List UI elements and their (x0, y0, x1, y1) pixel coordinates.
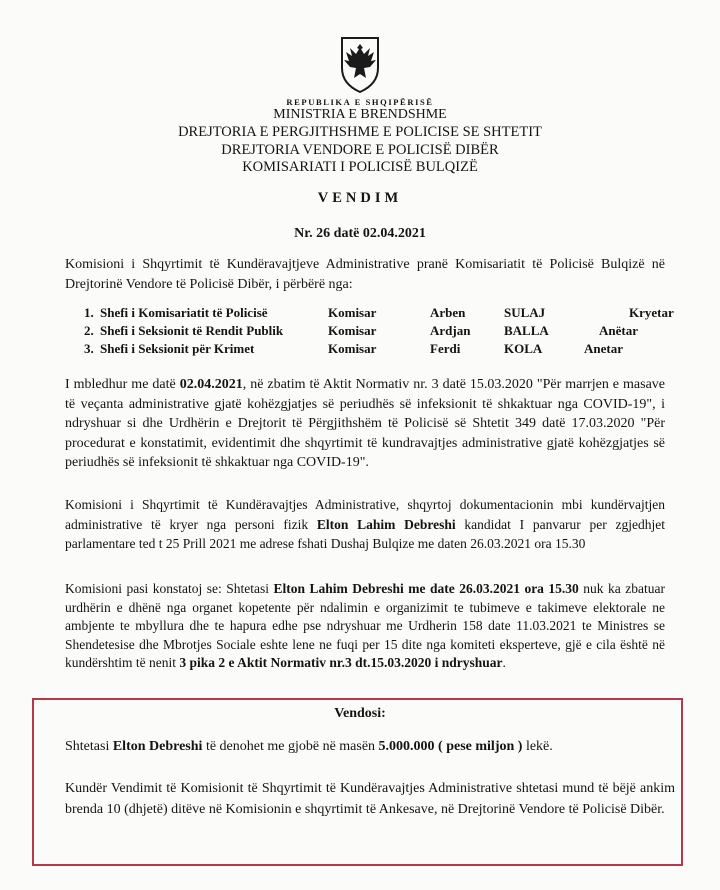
fine-amount: 5.000.000 ( pese miljon ) (378, 739, 523, 754)
commissariat-label: KOMISARIATI I POLICISË BULQIZË (242, 159, 478, 175)
member-first-name: Arben (430, 305, 466, 320)
member-number: 1. (84, 305, 94, 320)
finding-datetime: me date 26.03.2021 ora 15.30 (403, 581, 579, 596)
republic-label: REPUBLIKA E SHQIPËRISË (286, 97, 434, 107)
member-first-name: Ferdi (430, 341, 461, 356)
finding-text: Komisioni pasi konstatoj se: Shtetasi (65, 581, 274, 596)
finding-paragraph (65, 580, 665, 673)
member-last-name: SULAJ (504, 305, 546, 320)
member-title: Shefi i Komisariatit të Policisë (100, 305, 268, 320)
meeting-date: 02.04.2021 (179, 377, 243, 392)
finding-text: . (502, 655, 506, 670)
review-person-name: Elton Lahim Debreshi (316, 516, 456, 532)
intro-paragraph: Komisioni i Shqyrtimit të Kundëravajtjeve Administrative pranë Komisariatit të Policisë Bulqizë në Drejtorinë Vendore të Policisë Dibër, i përbërë nga: (65, 257, 665, 292)
member-title: Shefi i Seksionit për Krimet (100, 341, 255, 356)
member-title: Shefi i Seksionit të Rendit Publik (100, 323, 284, 338)
member-rank: Komisar (328, 323, 377, 338)
meeting-paragraph (65, 375, 665, 473)
member-rank: Komisar (328, 341, 377, 356)
member-row (84, 305, 684, 323)
albanian-eagle-emblem-icon (338, 34, 382, 94)
member-role: Anetar (584, 341, 623, 356)
member-role: Kryetar (629, 305, 674, 320)
review-text: kandidat I panvarur per zgjedhjet parlamentare ted t 25 Prill 2021 me adrese fshati Dushaj Bulqize me daten 26.03.2021 ora 15.30 (65, 516, 665, 551)
fine-text: lekë. (522, 739, 553, 754)
meeting-text: I mbledhur me datë (65, 377, 180, 392)
finding-text: nuk ka zbatuar urdhërin e dhënë nga organet kopetente për ndalimin e organizimit te tubimeve e takimeve elektorale ne ambjente te mbyllura dhe te hapura edhe pse ndryshuar me Urdherin 158 date 11.03.2021 te Ministres se Shendetesise dhe Mbrotjes Sociale eshte lene ne fuqi per 15 dite nga komiteti eksperteve, gjë e cila është në kundërshtim të nenit (65, 581, 666, 670)
fine-person-name: Elton Debreshi (112, 739, 203, 754)
meeting-text: , në zbatim të Aktit Normativ nr. 3 datë 15.03.2020 "Për marrjen e masave të veçanta administrative gjatë kohëzgjatjes së periudhës së infeksionit të shkaktuar nga COVID-19", i ndryshuar si dhe Urdhërin e Drejtorit të Përgjithshëm të Policisë së Shtetit 349 datë 17.03.2020 "Për procedurat e konstatimit, evidentimit dhe shqyrtimit të kundravajtjes administrative gjatë kohëzgjatjes së periudhës së infeksionit të shkaktuar nga COVID-19". (65, 377, 665, 470)
member-number: 3. (84, 341, 94, 356)
directorate-general-label: DREJTORIA E PERGJITHSHME E POLICISE SE SHTETIT (178, 124, 542, 140)
finding-legal-reference: 3 pika 2 e Aktit Normativ nr.3 dt.15.03.2020 i ndryshuar (179, 655, 503, 670)
finding-person-name: Elton Lahim Debreshi (273, 581, 404, 596)
directorate-local-label: DREJTORIA VENDORE E POLICISË DIBËR (221, 142, 499, 158)
decision-heading: Vendosi: (334, 706, 386, 721)
review-text: Komisioni i Shqyrtimit të Kundëravajtjes Administrative, shqyrtoj dokumentacionin mbi kundërvajtjen administrative të kryer nga personi fizik (65, 497, 665, 532)
fine-text: Shtetasi (65, 739, 113, 754)
member-role: Anëtar (599, 323, 638, 338)
member-rank: Komisar (328, 305, 377, 320)
member-last-name: BALLA (504, 323, 549, 338)
member-first-name: Ardjan (430, 323, 471, 338)
fine-paragraph (65, 737, 665, 757)
ministry-label: MINISTRIA E BRENDSHME (273, 107, 447, 122)
member-row (84, 341, 684, 359)
document-title: VENDIM (317, 190, 403, 206)
decision-number: Nr. 26 datë 02.04.2021 (294, 226, 426, 241)
commission-members-list (84, 305, 684, 359)
fine-text: të denohet me gjobë në masën (202, 739, 379, 754)
member-row (84, 323, 684, 341)
appeal-paragraph: Kundër Vendimit të Komisionit të Shqyrtimit të Kundëravajtjes Administrative shtetasi mund të bëjë ankim brenda 10 (dhjetë) ditëve në Komisionin e shqyrtimit të Ankesave, në Drejtorinë Vendore të Policisë Dibër. (65, 781, 675, 817)
member-number: 2. (84, 323, 94, 338)
member-last-name: KOLA (504, 341, 543, 356)
review-paragraph (65, 495, 665, 554)
